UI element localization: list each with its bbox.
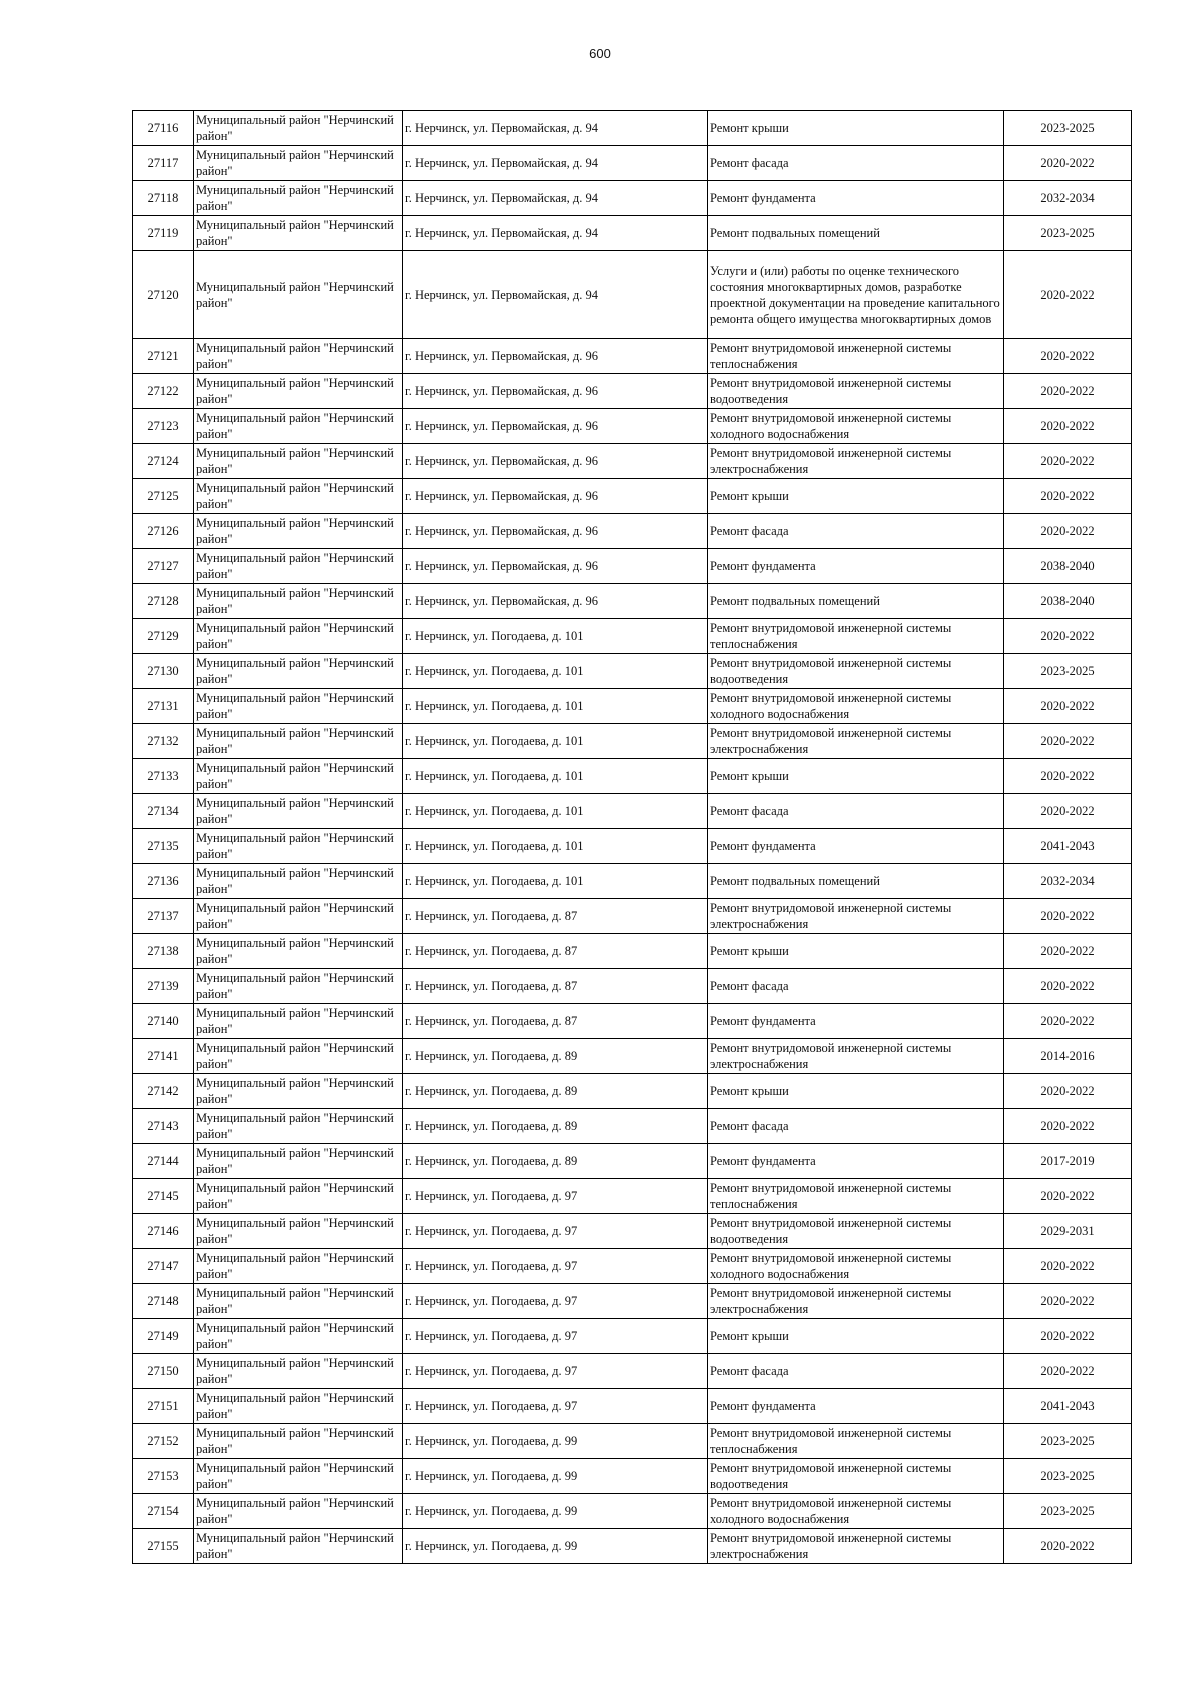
work-type-cell: Ремонт внутридомовой инженерной системы водоотведения [708, 1214, 1004, 1249]
row-number-cell: 27154 [133, 1494, 194, 1529]
table-row [133, 251, 1132, 339]
period-cell: 2017-2019 [1004, 1144, 1132, 1179]
work-type-cell: Ремонт внутридомовой инженерной системы водоотведения [708, 1459, 1004, 1494]
work-type-cell: Ремонт фундамента [708, 549, 1004, 584]
work-type-cell: Ремонт внутридомовой инженерной системы водоотведения [708, 374, 1004, 409]
row-number-cell: 27142 [133, 1074, 194, 1109]
address-cell: г. Нерчинск, ул. Погодаева, д. 101 [403, 689, 708, 724]
table-row [133, 1459, 1132, 1494]
table-row [133, 1074, 1132, 1109]
row-number-cell: 27152 [133, 1424, 194, 1459]
work-type-cell: Ремонт внутридомовой инженерной системы холодного водоснабжения [708, 1249, 1004, 1284]
row-number-cell: 27131 [133, 689, 194, 724]
period-cell: 2020-2022 [1004, 1249, 1132, 1284]
address-cell: г. Нерчинск, ул. Погодаева, д. 97 [403, 1214, 708, 1249]
address-cell: г. Нерчинск, ул. Погодаева, д. 97 [403, 1389, 708, 1424]
address-cell: г. Нерчинск, ул. Погодаева, д. 97 [403, 1284, 708, 1319]
work-type-cell: Ремонт внутридомовой инженерной системы теплоснабжения [708, 1179, 1004, 1214]
row-number-cell: 27149 [133, 1319, 194, 1354]
period-cell: 2020-2022 [1004, 1179, 1132, 1214]
row-number-cell: 27125 [133, 479, 194, 514]
row-number-cell: 27137 [133, 899, 194, 934]
period-cell: 2020-2022 [1004, 1529, 1132, 1564]
municipality-cell: Муниципальный район "Нерчинский район" [194, 181, 403, 216]
row-number-cell: 27140 [133, 1004, 194, 1039]
period-cell: 2023-2025 [1004, 1459, 1132, 1494]
table-row [133, 619, 1132, 654]
row-number-cell: 27151 [133, 1389, 194, 1424]
row-number-cell: 27129 [133, 619, 194, 654]
work-type-cell: Ремонт фасада [708, 514, 1004, 549]
municipality-cell: Муниципальный район "Нерчинский район" [194, 759, 403, 794]
municipality-cell: Муниципальный район "Нерчинский район" [194, 409, 403, 444]
row-number-cell: 27143 [133, 1109, 194, 1144]
table-row [133, 724, 1132, 759]
work-type-cell: Ремонт фундамента [708, 1144, 1004, 1179]
table-row [133, 899, 1132, 934]
row-number-cell: 27120 [133, 251, 194, 339]
work-type-cell: Ремонт фундамента [708, 181, 1004, 216]
work-type-cell: Ремонт подвальных помещений [708, 216, 1004, 251]
address-cell: г. Нерчинск, ул. Первомайская, д. 96 [403, 549, 708, 584]
row-number-cell: 27117 [133, 146, 194, 181]
work-type-cell: Ремонт фасада [708, 146, 1004, 181]
address-cell: г. Нерчинск, ул. Погодаева, д. 101 [403, 619, 708, 654]
table-row [133, 584, 1132, 619]
table-row [133, 1179, 1132, 1214]
period-cell: 2041-2043 [1004, 1389, 1132, 1424]
table-row [133, 1354, 1132, 1389]
table-row [133, 514, 1132, 549]
table-row [133, 479, 1132, 514]
row-number-cell: 27121 [133, 339, 194, 374]
row-number-cell: 27132 [133, 724, 194, 759]
table-row [133, 374, 1132, 409]
period-cell: 2020-2022 [1004, 251, 1132, 339]
work-type-cell: Ремонт внутридомовой инженерной системы водоотведения [708, 654, 1004, 689]
table-row [133, 444, 1132, 479]
row-number-cell: 27133 [133, 759, 194, 794]
work-type-cell: Ремонт внутридомовой инженерной системы электроснабжения [708, 1284, 1004, 1319]
row-number-cell: 27128 [133, 584, 194, 619]
period-cell: 2029-2031 [1004, 1214, 1132, 1249]
municipality-cell: Муниципальный район "Нерчинский район" [194, 1459, 403, 1494]
municipality-cell: Муниципальный район "Нерчинский район" [194, 1074, 403, 1109]
municipality-cell: Муниципальный район "Нерчинский район" [194, 1179, 403, 1214]
municipality-cell: Муниципальный район "Нерчинский район" [194, 934, 403, 969]
row-number-cell: 27146 [133, 1214, 194, 1249]
table-row [133, 934, 1132, 969]
municipality-cell: Муниципальный район "Нерчинский район" [194, 1494, 403, 1529]
period-cell: 2020-2022 [1004, 1109, 1132, 1144]
municipality-cell: Муниципальный район "Нерчинский район" [194, 724, 403, 759]
period-cell: 2020-2022 [1004, 444, 1132, 479]
table-row [133, 1039, 1132, 1074]
table-row [133, 409, 1132, 444]
municipality-cell: Муниципальный район "Нерчинский район" [194, 251, 403, 339]
period-cell: 2020-2022 [1004, 409, 1132, 444]
work-type-cell: Ремонт подвальных помещений [708, 584, 1004, 619]
municipality-cell: Муниципальный район "Нерчинский район" [194, 689, 403, 724]
table-row [133, 829, 1132, 864]
table-row [133, 1319, 1132, 1354]
row-number-cell: 27147 [133, 1249, 194, 1284]
address-cell: г. Нерчинск, ул. Погодаева, д. 101 [403, 654, 708, 689]
table-row [133, 1529, 1132, 1564]
period-cell: 2020-2022 [1004, 969, 1132, 1004]
address-cell: г. Нерчинск, ул. Первомайская, д. 96 [403, 374, 708, 409]
municipality-cell: Муниципальный район "Нерчинский район" [194, 479, 403, 514]
address-cell: г. Нерчинск, ул. Погодаева, д. 101 [403, 724, 708, 759]
address-cell: г. Нерчинск, ул. Погодаева, д. 101 [403, 864, 708, 899]
municipality-cell: Муниципальный район "Нерчинский район" [194, 864, 403, 899]
address-cell: г. Нерчинск, ул. Погодаева, д. 87 [403, 899, 708, 934]
period-cell: 2020-2022 [1004, 759, 1132, 794]
table-body [133, 111, 1132, 1564]
address-cell: г. Нерчинск, ул. Погодаева, д. 99 [403, 1424, 708, 1459]
table-row [133, 1004, 1132, 1039]
address-cell: г. Нерчинск, ул. Погодаева, д. 89 [403, 1144, 708, 1179]
table-row [133, 759, 1132, 794]
address-cell: г. Нерчинск, ул. Погодаева, д. 87 [403, 934, 708, 969]
work-type-cell: Ремонт фундамента [708, 1004, 1004, 1039]
municipality-cell: Муниципальный район "Нерчинский район" [194, 1319, 403, 1354]
period-cell: 2023-2025 [1004, 216, 1132, 251]
page-number: 600 [589, 46, 611, 61]
period-cell: 2020-2022 [1004, 689, 1132, 724]
address-cell: г. Нерчинск, ул. Погодаева, д. 101 [403, 829, 708, 864]
repair-schedule-table [132, 110, 1132, 1564]
table-row [133, 1249, 1132, 1284]
period-cell: 2020-2022 [1004, 1354, 1132, 1389]
work-type-cell: Ремонт внутридомовой инженерной системы холодного водоснабжения [708, 409, 1004, 444]
municipality-cell: Муниципальный район "Нерчинский район" [194, 899, 403, 934]
address-cell: г. Нерчинск, ул. Погодаева, д. 89 [403, 1039, 708, 1074]
address-cell: г. Нерчинск, ул. Погодаева, д. 97 [403, 1354, 708, 1389]
period-cell: 2023-2025 [1004, 1424, 1132, 1459]
row-number-cell: 27153 [133, 1459, 194, 1494]
row-number-cell: 27123 [133, 409, 194, 444]
period-cell: 2020-2022 [1004, 794, 1132, 829]
row-number-cell: 27144 [133, 1144, 194, 1179]
row-number-cell: 27148 [133, 1284, 194, 1319]
row-number-cell: 27134 [133, 794, 194, 829]
work-type-cell: Ремонт крыши [708, 111, 1004, 146]
table-row [133, 689, 1132, 724]
period-cell: 2020-2022 [1004, 899, 1132, 934]
municipality-cell: Муниципальный район "Нерчинский район" [194, 654, 403, 689]
address-cell: г. Нерчинск, ул. Погодаева, д. 101 [403, 759, 708, 794]
period-cell: 2023-2025 [1004, 1494, 1132, 1529]
municipality-cell: Муниципальный район "Нерчинский район" [194, 1039, 403, 1074]
period-cell: 2020-2022 [1004, 1004, 1132, 1039]
address-cell: г. Нерчинск, ул. Первомайская, д. 96 [403, 514, 708, 549]
address-cell: г. Нерчинск, ул. Первомайская, д. 96 [403, 409, 708, 444]
period-cell: 2020-2022 [1004, 146, 1132, 181]
municipality-cell: Муниципальный район "Нерчинский район" [194, 1249, 403, 1284]
work-type-cell: Ремонт фасада [708, 1354, 1004, 1389]
row-number-cell: 27150 [133, 1354, 194, 1389]
period-cell: 2041-2043 [1004, 829, 1132, 864]
work-type-cell: Ремонт внутридомовой инженерной системы электроснабжения [708, 444, 1004, 479]
municipality-cell: Муниципальный район "Нерчинский район" [194, 1144, 403, 1179]
table-row [133, 111, 1132, 146]
work-type-cell: Ремонт фасада [708, 969, 1004, 1004]
municipality-cell: Муниципальный район "Нерчинский район" [194, 339, 403, 374]
period-cell: 2020-2022 [1004, 339, 1132, 374]
municipality-cell: Муниципальный район "Нерчинский район" [194, 619, 403, 654]
municipality-cell: Муниципальный район "Нерчинский район" [194, 1284, 403, 1319]
work-type-cell: Ремонт фундамента [708, 1389, 1004, 1424]
municipality-cell: Муниципальный район "Нерчинский район" [194, 1354, 403, 1389]
period-cell: 2020-2022 [1004, 724, 1132, 759]
row-number-cell: 27124 [133, 444, 194, 479]
work-type-cell: Ремонт внутридомовой инженерной системы электроснабжения [708, 1039, 1004, 1074]
period-cell: 2020-2022 [1004, 1074, 1132, 1109]
table-row [133, 1284, 1132, 1319]
period-cell: 2020-2022 [1004, 479, 1132, 514]
municipality-cell: Муниципальный район "Нерчинский район" [194, 584, 403, 619]
table-row [133, 146, 1132, 181]
row-number-cell: 27141 [133, 1039, 194, 1074]
municipality-cell: Муниципальный район "Нерчинский район" [194, 1109, 403, 1144]
address-cell: г. Нерчинск, ул. Первомайская, д. 94 [403, 251, 708, 339]
address-cell: г. Нерчинск, ул. Погодаева, д. 101 [403, 794, 708, 829]
period-cell: 2023-2025 [1004, 654, 1132, 689]
work-type-cell: Ремонт подвальных помещений [708, 864, 1004, 899]
municipality-cell: Муниципальный район "Нерчинский район" [194, 374, 403, 409]
period-cell: 2020-2022 [1004, 374, 1132, 409]
municipality-cell: Муниципальный район "Нерчинский район" [194, 1004, 403, 1039]
table-row [133, 1494, 1132, 1529]
municipality-cell: Муниципальный район "Нерчинский район" [194, 969, 403, 1004]
municipality-cell: Муниципальный район "Нерчинский район" [194, 444, 403, 479]
row-number-cell: 27135 [133, 829, 194, 864]
row-number-cell: 27118 [133, 181, 194, 216]
municipality-cell: Муниципальный район "Нерчинский район" [194, 829, 403, 864]
municipality-cell: Муниципальный район "Нерчинский район" [194, 1389, 403, 1424]
work-type-cell: Ремонт крыши [708, 759, 1004, 794]
period-cell: 2038-2040 [1004, 549, 1132, 584]
municipality-cell: Муниципальный район "Нерчинский район" [194, 146, 403, 181]
period-cell: 2020-2022 [1004, 1319, 1132, 1354]
period-cell: 2032-2034 [1004, 181, 1132, 216]
work-type-cell: Ремонт крыши [708, 1319, 1004, 1354]
address-cell: г. Нерчинск, ул. Первомайская, д. 96 [403, 479, 708, 514]
period-cell: 2014-2016 [1004, 1039, 1132, 1074]
table-row [133, 339, 1132, 374]
row-number-cell: 27122 [133, 374, 194, 409]
table-row [133, 1389, 1132, 1424]
address-cell: г. Нерчинск, ул. Погодаева, д. 97 [403, 1319, 708, 1354]
table-row [133, 216, 1132, 251]
work-type-cell: Ремонт внутридомовой инженерной системы теплоснабжения [708, 619, 1004, 654]
table-row [133, 1424, 1132, 1459]
period-cell: 2020-2022 [1004, 1284, 1132, 1319]
period-cell: 2020-2022 [1004, 934, 1132, 969]
period-cell: 2032-2034 [1004, 864, 1132, 899]
table-row [133, 794, 1132, 829]
work-type-cell: Ремонт фасада [708, 794, 1004, 829]
address-cell: г. Нерчинск, ул. Первомайская, д. 96 [403, 444, 708, 479]
row-number-cell: 27138 [133, 934, 194, 969]
row-number-cell: 27119 [133, 216, 194, 251]
address-cell: г. Нерчинск, ул. Погодаева, д. 87 [403, 1004, 708, 1039]
table-row [133, 1144, 1132, 1179]
municipality-cell: Муниципальный район "Нерчинский район" [194, 1214, 403, 1249]
row-number-cell: 27127 [133, 549, 194, 584]
address-cell: г. Нерчинск, ул. Первомайская, д. 94 [403, 111, 708, 146]
table-row [133, 549, 1132, 584]
address-cell: г. Нерчинск, ул. Первомайская, д. 96 [403, 584, 708, 619]
address-cell: г. Нерчинск, ул. Погодаева, д. 99 [403, 1494, 708, 1529]
municipality-cell: Муниципальный район "Нерчинский район" [194, 514, 403, 549]
municipality-cell: Муниципальный район "Нерчинский район" [194, 549, 403, 584]
table-row [133, 1214, 1132, 1249]
address-cell: г. Нерчинск, ул. Погодаева, д. 89 [403, 1074, 708, 1109]
address-cell: г. Нерчинск, ул. Погодаева, д. 99 [403, 1459, 708, 1494]
work-type-cell: Ремонт фасада [708, 1109, 1004, 1144]
address-cell: г. Нерчинск, ул. Погодаева, д. 99 [403, 1529, 708, 1564]
work-type-cell: Ремонт внутридомовой инженерной системы электроснабжения [708, 1529, 1004, 1564]
work-type-cell: Услуги и (или) работы по оценке технического состояния многоквартирных домов, разработке проектной документации на проведение капитального ремонта общего имущества многоквартирных домов [708, 251, 1004, 339]
work-type-cell: Ремонт внутридомовой инженерной системы электроснабжения [708, 724, 1004, 759]
address-cell: г. Нерчинск, ул. Первомайская, д. 96 [403, 339, 708, 374]
municipality-cell: Муниципальный район "Нерчинский район" [194, 794, 403, 829]
municipality-cell: Муниципальный район "Нерчинский район" [194, 1529, 403, 1564]
table-row [133, 181, 1132, 216]
period-cell: 2038-2040 [1004, 584, 1132, 619]
row-number-cell: 27145 [133, 1179, 194, 1214]
work-type-cell: Ремонт внутридомовой инженерной системы холодного водоснабжения [708, 1494, 1004, 1529]
row-number-cell: 27126 [133, 514, 194, 549]
period-cell: 2020-2022 [1004, 619, 1132, 654]
work-type-cell: Ремонт крыши [708, 479, 1004, 514]
work-type-cell: Ремонт крыши [708, 934, 1004, 969]
municipality-cell: Муниципальный район "Нерчинский район" [194, 111, 403, 146]
address-cell: г. Нерчинск, ул. Первомайская, д. 94 [403, 146, 708, 181]
period-cell: 2020-2022 [1004, 514, 1132, 549]
work-type-cell: Ремонт фундамента [708, 829, 1004, 864]
address-cell: г. Нерчинск, ул. Погодаева, д. 87 [403, 969, 708, 1004]
address-cell: г. Нерчинск, ул. Погодаева, д. 89 [403, 1109, 708, 1144]
row-number-cell: 27139 [133, 969, 194, 1004]
work-type-cell: Ремонт крыши [708, 1074, 1004, 1109]
row-number-cell: 27155 [133, 1529, 194, 1564]
row-number-cell: 27116 [133, 111, 194, 146]
address-cell: г. Нерчинск, ул. Погодаева, д. 97 [403, 1249, 708, 1284]
municipality-cell: Муниципальный район "Нерчинский район" [194, 216, 403, 251]
work-type-cell: Ремонт внутридомовой инженерной системы теплоснабжения [708, 339, 1004, 374]
table-row [133, 1109, 1132, 1144]
address-cell: г. Нерчинск, ул. Первомайская, д. 94 [403, 181, 708, 216]
work-type-cell: Ремонт внутридомовой инженерной системы холодного водоснабжения [708, 689, 1004, 724]
address-cell: г. Нерчинск, ул. Первомайская, д. 94 [403, 216, 708, 251]
address-cell: г. Нерчинск, ул. Погодаева, д. 97 [403, 1179, 708, 1214]
table-row [133, 969, 1132, 1004]
table-row [133, 654, 1132, 689]
table-row [133, 864, 1132, 899]
work-type-cell: Ремонт внутридомовой инженерной системы электроснабжения [708, 899, 1004, 934]
period-cell: 2023-2025 [1004, 111, 1132, 146]
row-number-cell: 27130 [133, 654, 194, 689]
municipality-cell: Муниципальный район "Нерчинский район" [194, 1424, 403, 1459]
work-type-cell: Ремонт внутридомовой инженерной системы теплоснабжения [708, 1424, 1004, 1459]
row-number-cell: 27136 [133, 864, 194, 899]
